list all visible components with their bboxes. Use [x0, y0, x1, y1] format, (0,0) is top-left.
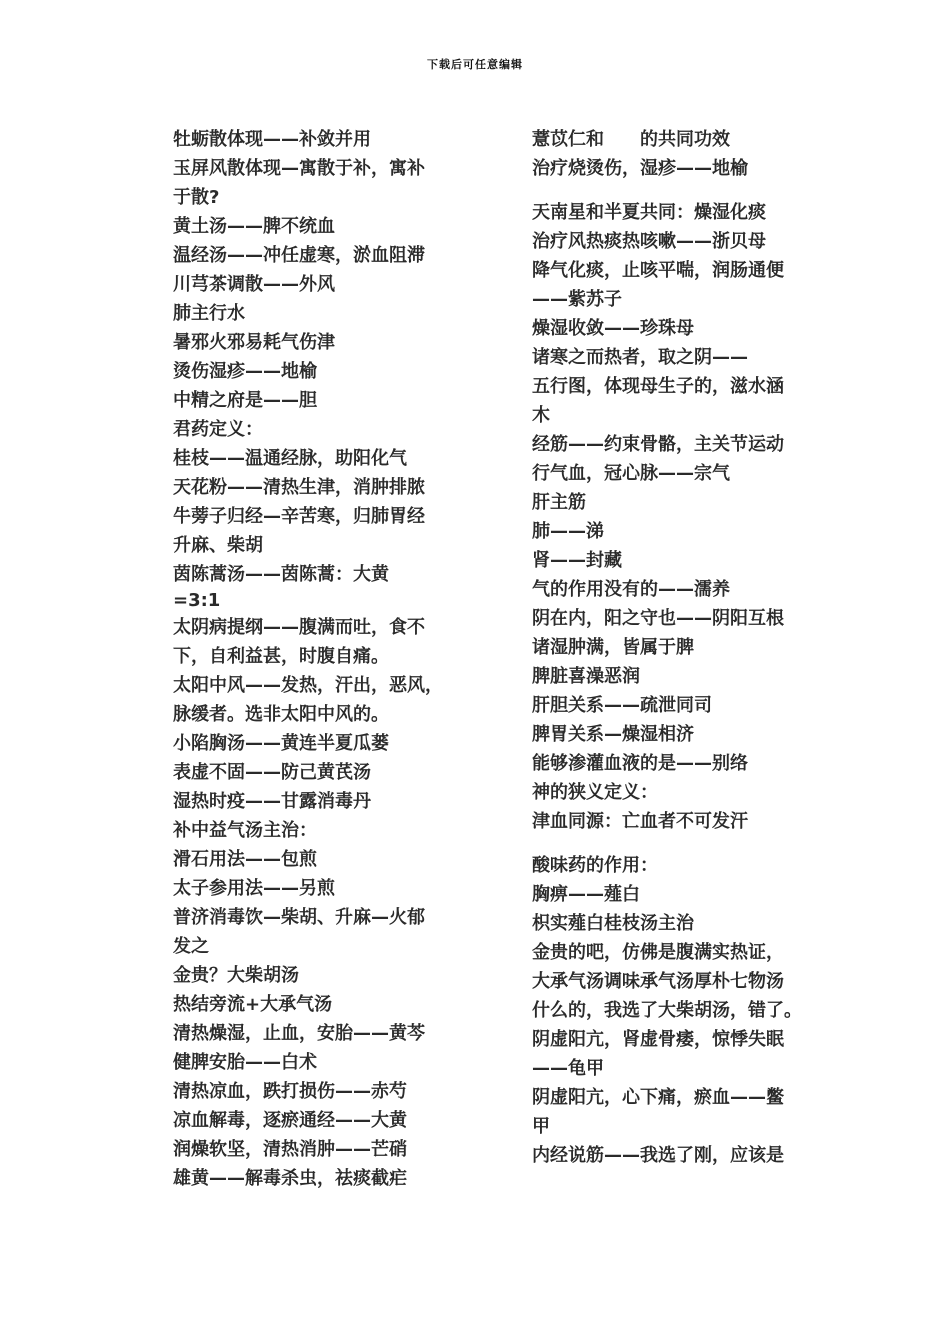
text-line: 升麻、柴胡 — [173, 535, 263, 556]
text-line: 烫伤湿疹——地榆 — [173, 361, 317, 382]
text-line: 肾——封藏 — [532, 550, 622, 571]
text-line: 温经汤——冲任虚寒，淤血阻滞 — [173, 245, 425, 266]
text-line: 经筋——约束骨骼，主关节运动 — [532, 434, 784, 455]
text-line: 凉血解毒，逐瘀通经——大黄 — [173, 1110, 407, 1131]
text-line: 诸湿肿满，皆属于脾 — [532, 637, 694, 658]
text-line: 金贵的吧，仿佛是腹满实热证， — [532, 942, 784, 963]
text-line: 肺主行水 — [173, 303, 245, 324]
text-line: 发之 — [173, 936, 209, 957]
text-line: 暑邪火邪易耗气伤津 — [173, 332, 335, 353]
text-line: 脉缓者。选非太阳中风的。 — [173, 704, 389, 725]
text-line: 木 — [532, 405, 550, 426]
text-line: =3:1 — [173, 590, 221, 611]
text-line: 行气血，冠心脉——宗气 — [532, 463, 730, 484]
text-line: 治疗烧烫伤，湿疹——地榆 — [532, 158, 748, 179]
text-line: 湿热时疫——甘露消毒丹 — [173, 791, 371, 812]
text-line: 燥湿收敛——珍珠母 — [532, 318, 694, 339]
text-line: 牛蒡子归经—辛苦寒，归肺胃经 — [173, 506, 425, 527]
text-line: 雄黄——解毒杀虫，祛痰截疟 — [173, 1168, 407, 1189]
text-line: 气的作用没有的——濡养 — [532, 579, 730, 600]
text-line: 滑石用法——包煎 — [173, 849, 317, 870]
text-line: 太阴病提纲——腹满而吐，食不 — [173, 617, 425, 638]
text-line: 清热燥湿，止血，安胎——黄芩 — [173, 1023, 425, 1044]
text-line: 薏苡仁和 的共同功效 — [532, 129, 730, 150]
text-line: ——紫苏子 — [532, 289, 622, 310]
text-line: 表虚不固——防己黄芪汤 — [173, 762, 371, 783]
paragraph-gap — [532, 183, 822, 198]
text-line: 金贵？大柴胡汤 — [173, 965, 299, 986]
text-line: 热结旁流+大承气汤 — [173, 994, 333, 1015]
left-column — [173, 125, 463, 1193]
text-line: 肝主筋 — [532, 492, 586, 513]
text-line: 能够渗灌血液的是——别络 — [532, 753, 748, 774]
text-line: 于散? — [173, 187, 220, 208]
text-line: 太阳中风——发热，汗出，恶风， — [173, 675, 443, 696]
text-line: 润燥软坚，清热消肿——芒硝 — [173, 1139, 407, 1160]
text-line: 补中益气汤主治： — [173, 820, 317, 841]
text-line: 内经说筋——我选了刚，应该是 — [532, 1145, 784, 1166]
text-line: 降气化痰，止咳平喘，润肠通便 — [532, 260, 784, 281]
text-line: 桂枝——温通经脉，助阳化气 — [173, 448, 407, 469]
page-header: 下载后可任意编辑 — [427, 58, 523, 71]
paragraph-gap — [532, 836, 822, 851]
text-line: 茵陈蒿汤——茵陈蒿：大黄 — [173, 564, 389, 585]
text-line: 酸味药的作用： — [532, 855, 658, 876]
text-line: 清热凉血，跌打损伤——赤芍 — [173, 1081, 407, 1102]
text-line: 普济消毒饮—柴胡、升麻—火郁 — [173, 907, 425, 928]
text-line: 大承气汤调味承气汤厚朴七物汤 — [532, 971, 784, 992]
text-line: 脾脏喜澡恶润 — [532, 666, 640, 687]
text-line: 太子参用法——另煎 — [173, 878, 335, 899]
text-line: 中精之府是——胆 — [173, 390, 317, 411]
text-line: 小陷胸汤——黄连半夏瓜蒌 — [173, 733, 389, 754]
text-line: 胸痹——薤白 — [532, 884, 640, 905]
text-line: 天花粉——清热生津，消肿排脓 — [173, 477, 425, 498]
text-line: 诸寒之而热者，取之阴—— — [532, 347, 748, 368]
text-line: ——龟甲 — [532, 1058, 604, 1079]
text-line: 阴虚阳亢，肾虚骨痿，惊悸失眠 — [532, 1029, 784, 1050]
text-line: 川芎茶调散——外风 — [173, 274, 335, 295]
text-line: 牡蛎散体现——补敛并用 — [173, 129, 371, 150]
text-line: 枳实薤白桂枝汤主治 — [532, 913, 694, 934]
text-line: 黄土汤——脾不统血 — [173, 216, 335, 237]
text-line: 五行图，体现母生子的，滋水涵 — [532, 376, 784, 397]
text-line: 君药定义： — [173, 419, 263, 440]
text-line: 健脾安胎——白术 — [173, 1052, 317, 1073]
text-line: 天南星和半夏共同：燥湿化痰 — [532, 202, 766, 223]
text-line: 肺——涕 — [532, 521, 604, 542]
text-line: 阴虚阳亢，心下痛，瘀血——鳖 — [532, 1087, 784, 1108]
text-line: 肝胆关系——疏泄同司 — [532, 695, 712, 716]
right-column — [532, 125, 822, 1170]
text-line: 神的狭义定义： — [532, 782, 658, 803]
text-line: 玉屏风散体现—寓散于补，寓补 — [173, 158, 425, 179]
text-line: 脾胃关系—燥湿相济 — [532, 724, 694, 745]
text-line: 下，自利益甚，时腹自痛。 — [173, 646, 389, 667]
text-line: 阴在内，阳之守也——阴阳互根 — [532, 608, 784, 629]
text-line: 什么的，我选了大柴胡汤，错了。 — [532, 1000, 802, 1021]
text-line: 甲 — [532, 1116, 550, 1137]
text-line: 津血同源：亡血者不可发汗 — [532, 811, 748, 832]
text-line: 治疗风热痰热咳嗽——浙贝母 — [532, 231, 766, 252]
